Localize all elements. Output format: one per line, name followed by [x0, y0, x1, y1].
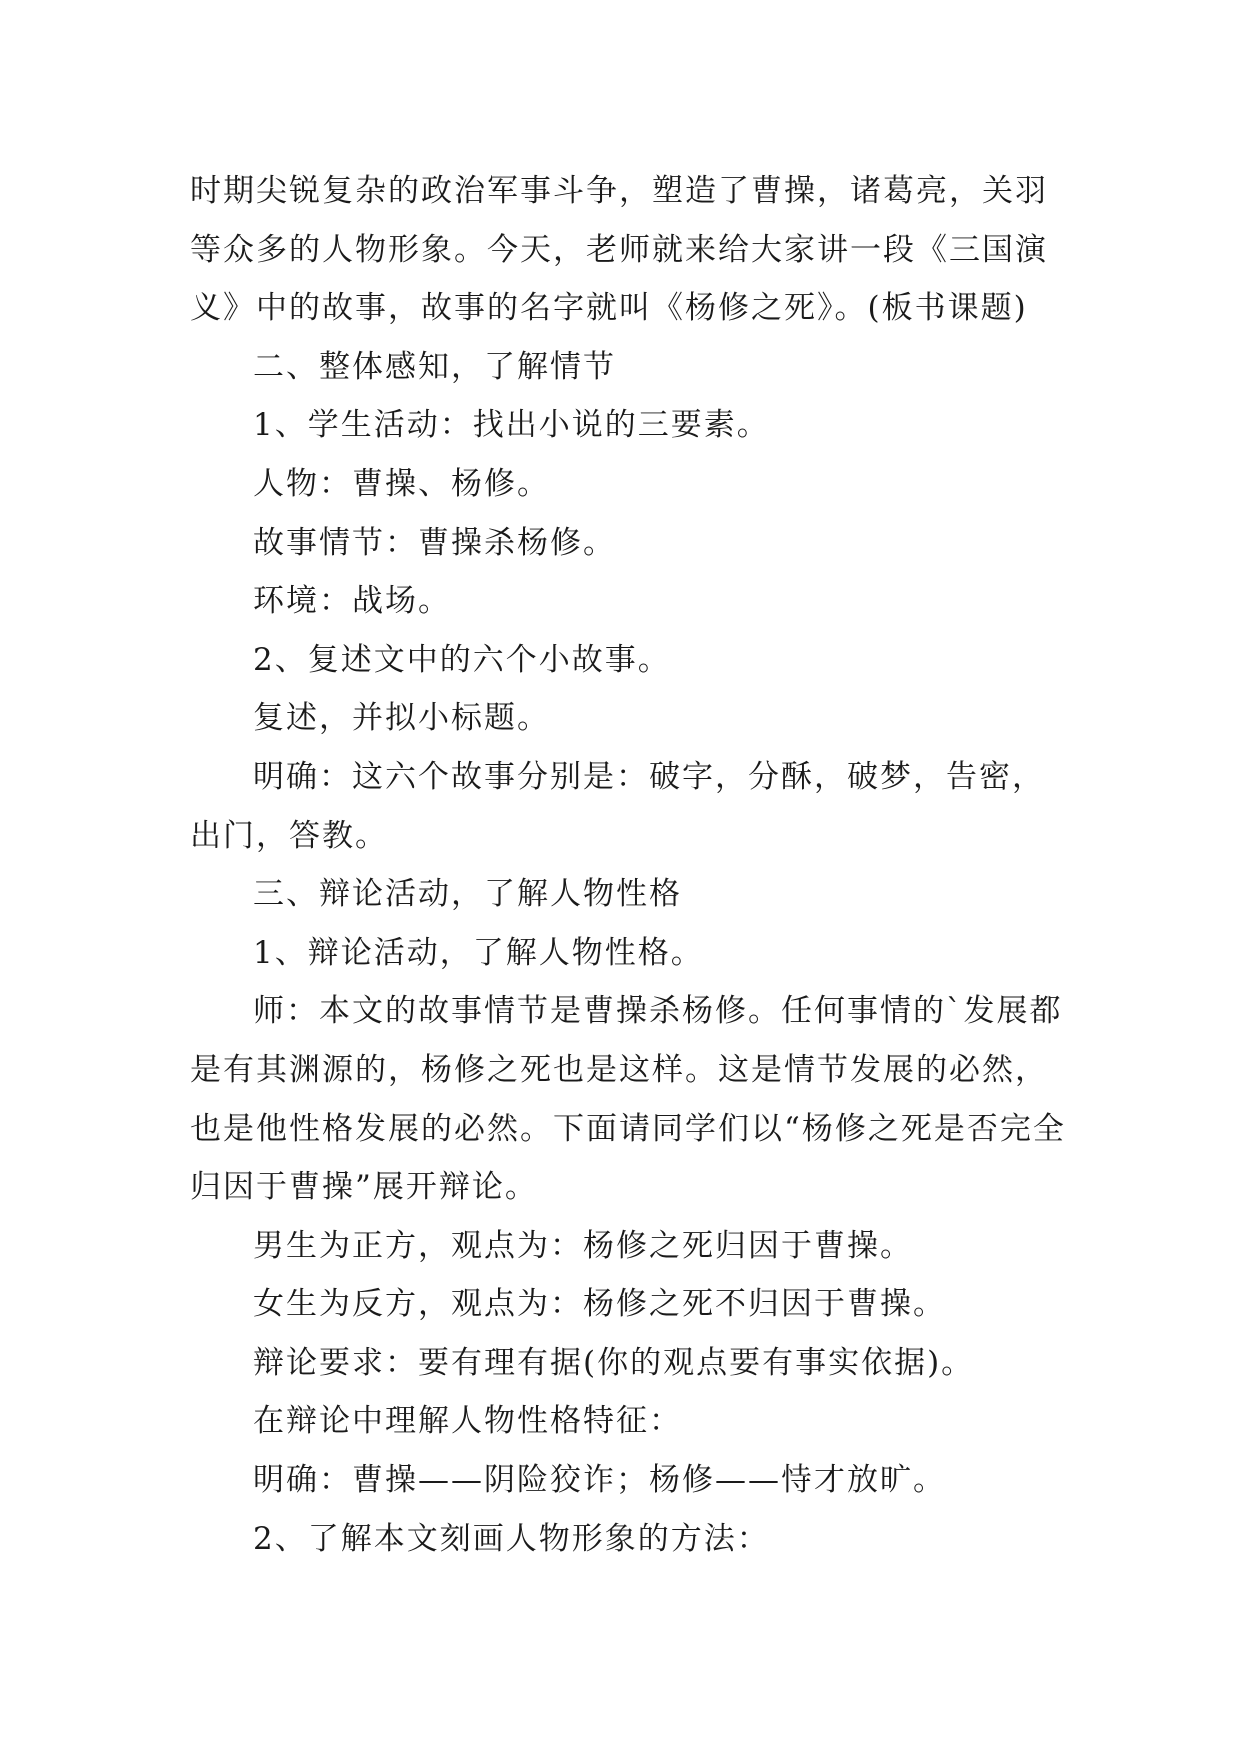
section-heading-debate: 三、辩论活动，了解人物性格	[253, 876, 682, 913]
paragraph-portrayal-methods: 2、了解本文刻画人物形象的方法：	[253, 1520, 770, 1557]
paragraph-teacher-prompt: 师：本文的故事情节是曹操杀杨修。任何事情的`发展都是有其渊源的，杨修之死也是这样。这是情节发展的必然，也是他性格发展的必然。下面请同学们以“杨修之死是否完全归因于曹操”展开辩论。	[190, 993, 1066, 1206]
paragraph-retell-titles: 复述，并拟小标题。	[253, 700, 550, 737]
paragraph-traits-conclusion: 明确：曹操——阴险狡诈；杨修——恃才放旷。	[253, 1462, 946, 1499]
paragraph-student-activity: 1、学生活动：找出小说的三要素。	[253, 407, 770, 444]
paragraph-characters: 人物：曹操、杨修。	[253, 465, 550, 502]
paragraph-debate-requirement: 辩论要求：要有理有据(你的观点要有事实依据)。	[253, 1344, 975, 1381]
paragraph-six-stories: 明确：这六个故事分别是：破字，分酥，破梦，告密，出门，答教。	[190, 758, 1045, 854]
section-heading-overall-perception: 二、整体感知，了解情节	[253, 348, 616, 385]
paragraph-negative-side: 女生为反方，观点为：杨修之死不归因于曹操。	[253, 1286, 946, 1323]
paragraph-plot: 故事情节：曹操杀杨修。	[253, 524, 616, 561]
paragraph-debate-activity: 1、辩论活动，了解人物性格。	[253, 934, 704, 971]
document-body	[190, 162, 1070, 1568]
paragraph-character-traits: 在辩论中理解人物性格特征：	[253, 1403, 682, 1440]
paragraph-intro-continued: 时期尖锐复杂的政治军事斗争，塑造了曹操，诸葛亮，关羽等众多的人物形象。今天，老师就来给大家讲一段《三国演义》中的故事，故事的名字就叫《杨修之死》。(板书课题)	[190, 173, 1048, 327]
paragraph-setting: 环境：战场。	[253, 583, 451, 620]
paragraph-retell-stories: 2、复述文中的六个小故事。	[253, 641, 671, 678]
paragraph-affirmative-side: 男生为正方，观点为：杨修之死归因于曹操。	[253, 1227, 913, 1264]
